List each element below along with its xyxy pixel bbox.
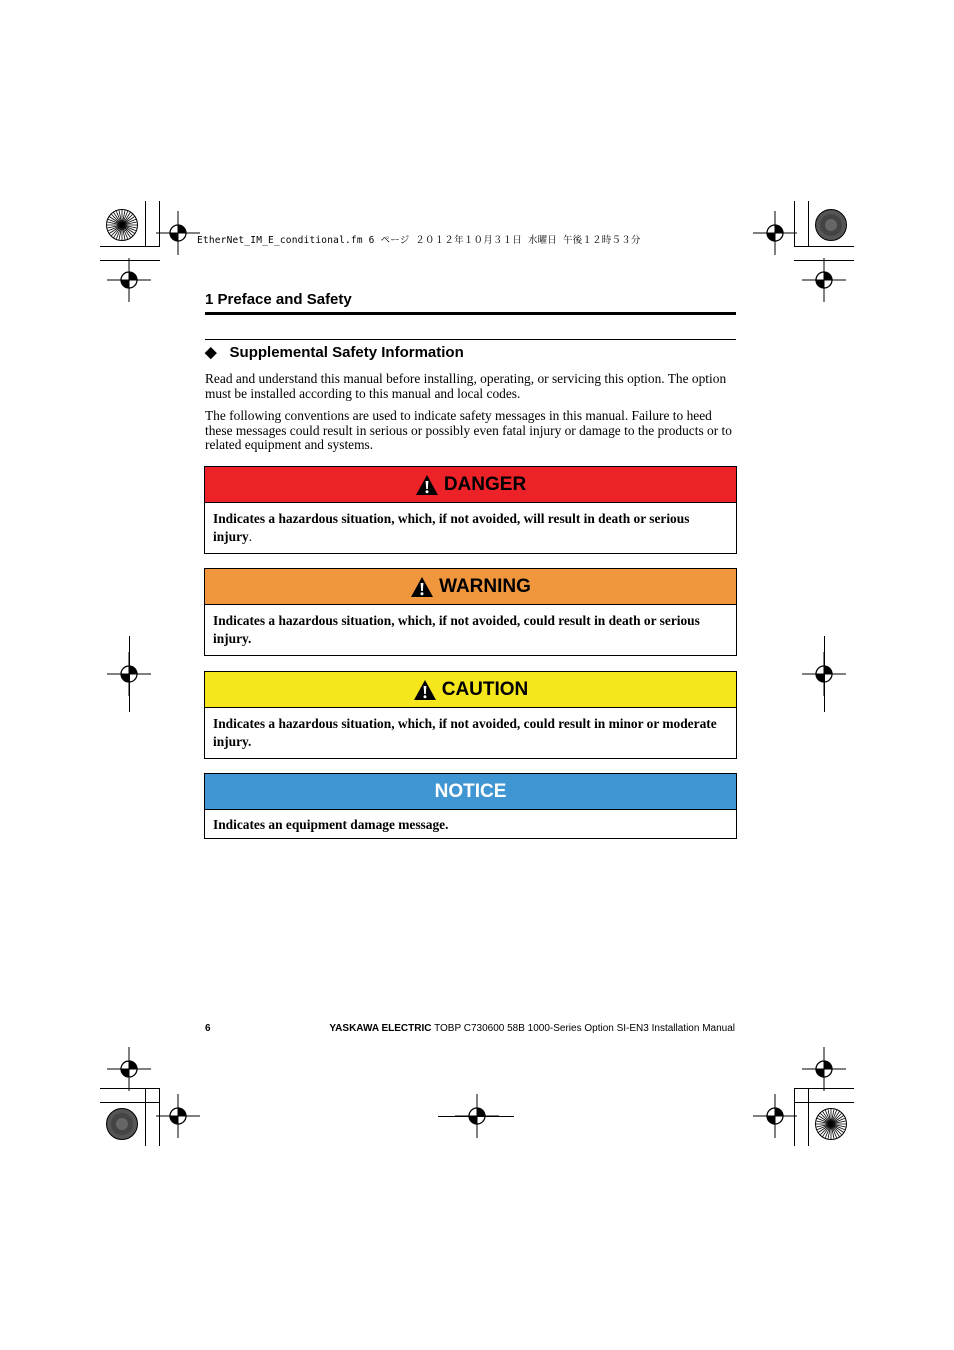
footer-brand: YASKAWA ELECTRIC [329,1023,432,1034]
crop-line [145,201,146,247]
notice-header [205,774,736,810]
diamond-bullet-icon: ◆ [205,344,217,361]
registration-crosshair-mark [107,1047,151,1091]
danger-header [205,467,736,503]
caution-header [205,672,736,708]
registration-crosshair-mark [753,211,797,255]
registration-dense-mark [815,209,847,241]
registration-crosshair-mark [156,211,200,255]
danger-box [204,466,737,554]
header-rule [205,312,736,315]
section-heading [205,343,464,361]
footer-title-text: TOBP C730600 58B 1000-Series Option SI-EN3 Installation Manual [431,1023,735,1034]
danger-text-tail: . [248,529,253,544]
crop-line [794,260,854,261]
intro-paragraph: Read and understand this manual before installing, operating, or servicing this option. The option must be installed according to this manual and local codes. [205,371,727,401]
crop-line [794,246,854,247]
crop-line [100,1088,160,1089]
page-number: 6 [205,1023,211,1034]
chapter-title: 1 Preface and Safety [205,291,352,308]
crop-line [808,1088,809,1146]
section-rule [205,339,736,340]
crop-line [794,1088,854,1089]
registration-dense-mark [106,1108,138,1140]
caution-text: Indicates a hazardous situation, which, if not avoided, could result in minor or moderate injury. [213,716,717,749]
crop-line [145,1088,146,1146]
registration-star-mark [815,1108,847,1140]
crop-line [794,1102,854,1103]
caution-box [204,671,737,759]
crop-line [159,201,160,247]
warning-box [204,568,737,656]
crop-line [794,201,795,247]
danger-label: DANGER [443,473,527,495]
crop-line [100,260,160,261]
warning-text: Indicates a hazardous situation, which, if not avoided, could result in death or serious injury. [213,613,700,646]
warning-label: WARNING [439,575,531,597]
crop-line [824,636,825,712]
registration-crosshair-mark [107,258,151,302]
registration-crosshair-mark [753,1094,797,1138]
registration-crosshair-mark [802,258,846,302]
warning-triangle-icon [415,474,439,496]
crop-line [100,246,160,247]
warning-triangle-icon [410,576,434,598]
caution-label: CAUTION [441,678,529,700]
warning-header [205,569,736,605]
crop-line [100,1102,160,1103]
crop-line [129,636,130,712]
notice-box [204,773,737,839]
warning-triangle-icon [413,679,437,701]
registration-crosshair-mark [156,1094,200,1138]
conventions-paragraph: The following conventions are used to indicate safety messages in this manual. Failure to heed these messages could result in serious or possibly even fatal injury or damage to the products or to related equipment and systems. [205,408,732,452]
crop-line [438,1116,514,1117]
danger-text-bold: Indicates a hazardous situation, which, if not avoided, will result in death or serious injury [213,511,690,544]
crop-line [159,1088,160,1146]
print-file-info: EtherNet_IM_E_conditional.fm 6 ページ ２０１２年１０月３１日 水曜日 午後１２時５３分 [197,235,641,246]
crop-line [794,1088,795,1146]
registration-crosshair-mark [802,1047,846,1091]
section-title: Supplemental Safety Information [229,343,464,361]
crop-line [808,201,809,247]
footer-doc-title [329,1023,735,1034]
notice-label: NOTICE [434,780,507,802]
danger-text [205,503,736,553]
registration-star-mark [106,209,138,241]
notice-text: Indicates an equipment damage message. [213,817,449,832]
